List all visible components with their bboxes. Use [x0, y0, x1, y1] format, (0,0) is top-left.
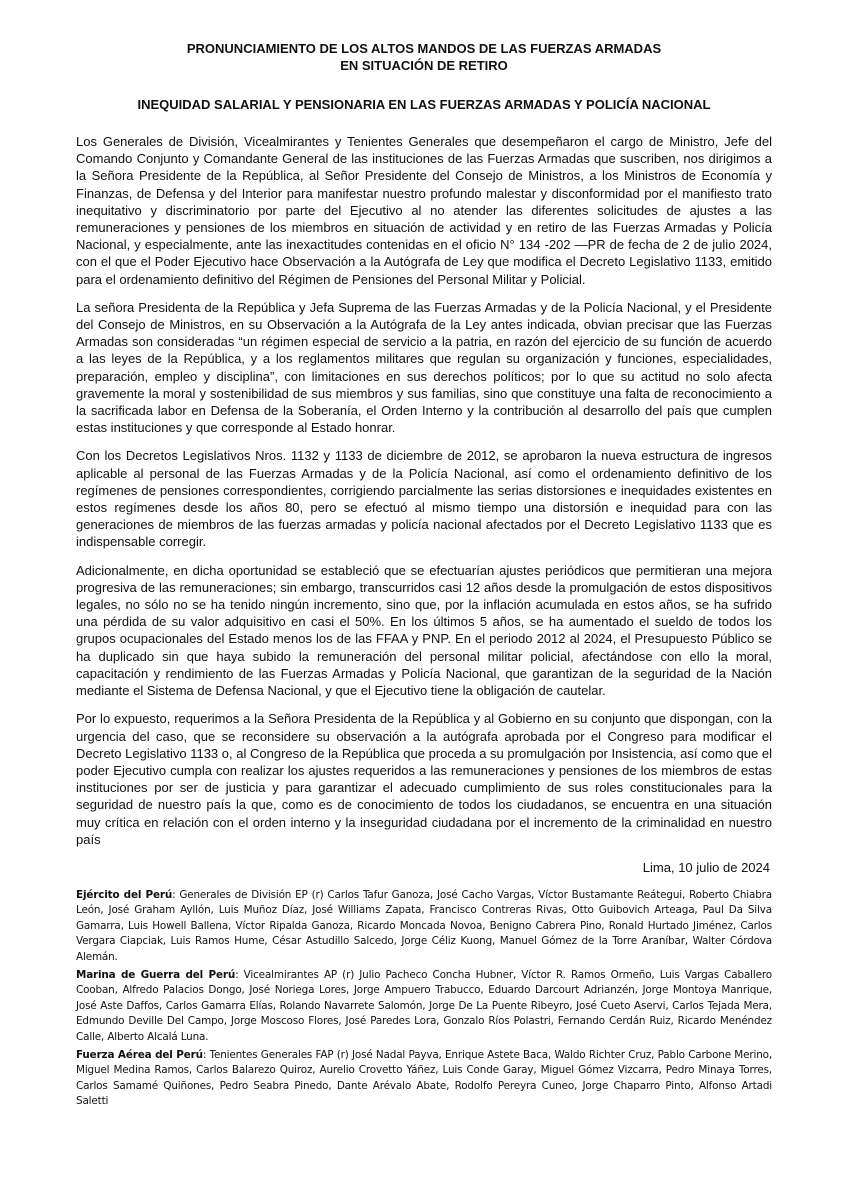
paragraph-2: La señora Presidenta de la República y Jefa Suprema de las Fuerzas Armadas y de la Policía Nacional, y el Presidente del Consejo de Ministros, en su Observación a la Autógrafa de la Ley antes indicada, obvian precisar que las Fuerzas Armadas son consideradas “un régimen especial de servicio a la patria, en razón del ejercicio de su función de acuerdo a las leyes de la República, y a los reglamentos militares que regulan su organización y funciones, especialidades, preparación, empleo y disciplina”, con limitaciones en sus derechos políticos; por lo que su actitud no solo afecta gravemente la moral y sostenibilidad de sus miembros y sus familias, sino que constituye una falta de reconocimiento a la sacrificada labor en Defensa de la Soberanía, el Orden Interno y la contribución al desarrollo del país que cumplen estas instituciones y que corresponde al Estado honrar. — [76, 299, 772, 436]
institution-name: Marina de Guerra del Perú — [76, 968, 236, 981]
paragraph-3: Con los Decretos Legislativos Nros. 1132 y 1133 de diciembre de 2012, se aprobaron la nueva estructura de ingresos aplicable al personal de las Fuerzas Armadas y de la Policía Nacional, así como el ordenamiento definitivo de los regímenes de pensiones correspondientes, corrigiendo parcialmente las serias distorsiones e inequidades existentes en estos regímenes desde los años 80, pero se efectuó al mismo tiempo una distorsión e inequidad para con las generaciones de miembros de las fuerzas armadas y policía nacional afectados por el Decreto Legislativo 1133 que es indispensable corregir. — [76, 448, 772, 550]
paragraph-5: Por lo expuesto, requerimos a la Señora Presidenta de la República y al Gobierno en su conjunto que dispongan, con la urgencia del caso, que se reconsidere su observación a la autógrafa aprobada por el Congreso para modificar el Decreto Legislativo 1133 o, al Congreso de la República que proceda a su promulgación por Insistencia, así como que el poder Ejecutivo cumpla con realizar los ajustes requeridos a las remuneraciones y pensiones de los miembros de estas instituciones por ser de justicia y para garantizar el adecuado cumplimiento de sus roles constitucionales para la seguridad de nuestro país la que, como es de conocimiento de todos los ciudadanos, se encuentra en una situación muy crítica en relación con el orden interno y la inseguridad ciudadana por el incremento de la criminalidad en nuestro país — [76, 711, 772, 847]
institution-name: Fuerza Aérea del Perú — [76, 1048, 203, 1061]
signatories-air-force — [76, 1048, 772, 1110]
date-line: Lima, 10 julio de 2024 — [642, 859, 770, 875]
signatory-names: : Generales de División EP (r) Carlos Tafur Ganoza, José Cacho Vargas, Víctor Bustamante Reátegui, Roberto Chiabra León, José Graham Ayllón, Luis Muñoz Díaz, José Williams Zapata, Francisco Contreras Rivas, Otto Guibovich Arteaga, Paul Da Silva Gamarra, Luis Howell Ballena, Víctor Ripalda Ganoza, Ricardo Moncada Novoa, Benigno Cabrera Pino, Ronald Hurtado Jiménez, Carlos Vergara Ciapciak, Luis Ramos Hume, César Astudillo Salcedo, Jorge Céliz Kuong, Manuel Gómez de la Torre Araníbar, Walter Córdova Alemán. — [76, 888, 773, 963]
paragraph-4: Adicionalmente, en dicha oportunidad se estableció que se efectuarían ajustes periódicos que permitieran una mejora progresiva de las remuneraciones; sin embargo, transcurridos casi 12 años desde la promulgación de estos dispositivos legales, no sólo no se ha tenido ningún incremento, sino que, por la inflación acumulada en estos años, se ha sufrido una pérdida de su valor adquisitivo en casi el 50%. En los últimos 5 años, se ha aumentado el sueldo de todos los grupos ocupacionales del Estado menos los de las FFAA y PNP. En el periodo 2012 al 2024, el Presupuesto Público se ha duplicado sin que haya subido la remuneración del personal militar policial, afectándose con ello la moral, capacitación y rendimiento de las Fuerzas Armadas y Policía Nacional, que garantizan de la seguridad de la Nación mediante el Sistema de Defensa Nacional, y que el Ejecutivo tiene la obligación de cautelar. — [76, 562, 772, 699]
signatories-navy — [76, 968, 772, 1045]
paragraph-1: Los Generales de División, Vicealmirantes y Tenientes Generales que desempeñaron el cargo de Ministro, Jefe del Comando Conjunto y Comandante General de las instituciones de las Fuerzas Armadas que suscriben, nos dirigimos a la Señora Presidente de la República, al Señor Presidente del Consejo de Ministros, a los Ministros de Economía y Finanzas, de Defensa y del Interior para manifestar nuestro profundo malestar y disconformidad por el manifiesto trato inequitativo y discriminatorio por parte del Ejecutivo al no atender las diferentes solicitudes de ajustes a las remuneraciones y pensiones de los miembros en situación de actividad y en retiro de las Fuerzas Armadas y Policía Nacional, y especialmente, ante las inexactitudes contenidas en el oficio N° 134 -202 —PR de fecha de 2 de julio 2024, con el que el Poder Ejecutivo hace Observación a la Autógrafa de Ley que modifica el Decreto Legislativo 1133, emitido para el ordenamiento definitivo del Régimen de Pensiones del Personal Militar y Policial. — [76, 134, 772, 287]
signatory-names: : Tenientes Generales FAP (r) José Nadal Payva, Enrique Astete Baca, Waldo Richter Cruz, Pablo Carbone Merino, Miguel Medina Ramos, Carlos Balarezo Quiroz, Aurelio Crovetto Yáñez, Luis Conde Garay, Miguel Gómez Vizcarra, Pedro Minaya Torres, Carlos Samamé Quiñones, Pedro Seabra Pinedo, Dante Arévalo Abate, Rodolfo Pereyra Cuneo, Jorge Chaparro Pinto, Alfonso Artadi Saletti — [76, 1048, 772, 1108]
signatory-names: : Vicealmirantes AP (r) Julio Pacheco Concha Hubner, Víctor R. Ramos Ormeño, Luis Vargas Caballero Cooban, Alfredo Palacios Dongo, José Noriega Lores, Jorge Ampuero Trabucco, Eduardo Darcourt Adrianzén, Jorge Montoya Manrique, José Aste Daffos, Carlos Gamarra Elías, Rolando Navarrete Salomón, Jorge De La Puente Ribeyro, José Cueto Aservi, Carlos Tejada Mera, Edmundo Deville Del Campo, Jorge Moscoso Flores, José Paredes Lora, Gonzalo Ríos Polastri, Fernando Cerdán Ruiz, Ricardo Menéndez Calle, Alberto Alcalá Luna. — [76, 968, 772, 1043]
title-line-1: PRONUNCIAMIENTO DE LOS ALTOS MANDOS DE LAS FUERZAS ARMADAS — [186, 41, 662, 56]
title-line-2: EN SITUACIÓN DE RETIRO — [340, 58, 508, 73]
document-title — [76, 40, 772, 74]
signatories-army — [76, 888, 772, 965]
document-subtitle: INEQUIDAD SALARIAL Y PENSIONARIA EN LAS FUERZAS ARMADAS Y POLICÍA NACIONAL — [137, 97, 711, 112]
institution-name: Ejército del Perú — [76, 888, 173, 901]
